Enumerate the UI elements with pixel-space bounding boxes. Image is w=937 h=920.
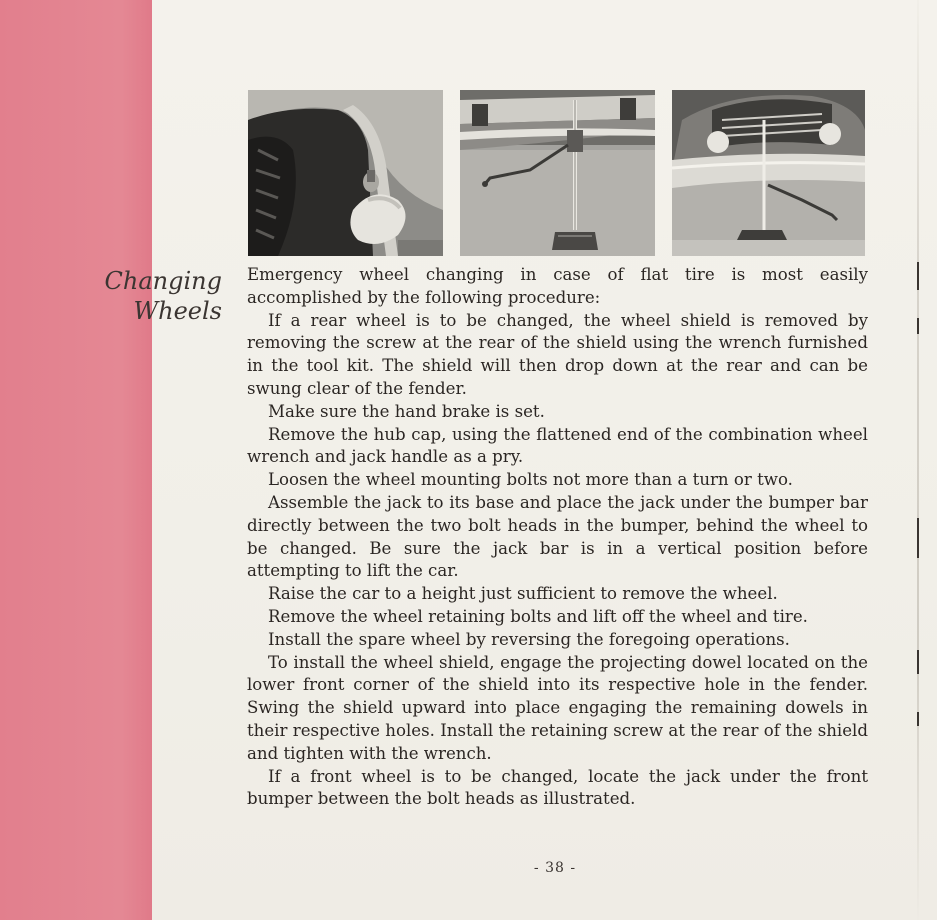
paragraph: Remove the wheel retaining bolts and lift off the wheel and tire. — [268, 606, 808, 626]
pink-margin-strip — [0, 0, 152, 920]
binding-mark — [917, 318, 919, 334]
paragraph: If a rear wheel is to be changed, the wheel shield is removed by removing the screw at the rear of the shield using the wrench furnished in the tool kit. The shield will then drop down at the rear and can be swung clear of the fender. — [247, 310, 868, 398]
rear-bumper-jack-photo — [460, 90, 655, 256]
binding-mark — [917, 650, 919, 674]
instructions-text — [247, 264, 868, 811]
section-heading-line1: Changing — [104, 267, 222, 295]
section-heading — [80, 266, 222, 326]
paragraph: Raise the car to a height just sufficient to remove the wheel. — [268, 584, 778, 604]
front-bumper-jack-photo — [672, 90, 865, 256]
page-number: - 38 - — [533, 860, 577, 876]
paragraph: Install the spare wheel by reversing the foregoing operations. — [268, 629, 790, 649]
paragraph: Loosen the wheel mounting bolts not more than a turn or two. — [268, 470, 793, 490]
paragraph: To install the wheel shield, engage the projecting dowel located on the lower front corner of the shield into its respective hole in the fender. Swing the shield upward into place engaging the remaining dowels in their respective holes. Install the retaining screw at the rear of the shield and tighten with the wrench. — [247, 652, 868, 763]
binding-mark — [917, 262, 919, 290]
paragraph: If a front wheel is to be changed, locate the jack under the front bumper between the bolt heads as illustrated. — [247, 766, 868, 809]
section-heading-line2: Wheels — [133, 297, 222, 325]
paragraph: Make sure the hand brake is set. — [268, 401, 545, 421]
binding-mark — [917, 712, 919, 726]
paragraph: Remove the hub cap, using the flattened end of the combination wheel wrench and jack handle as a pry. — [247, 424, 868, 467]
paragraph: Assemble the jack to its base and place the jack under the bumper bar directly between the two bolt heads in the bumper, behind the wheel to be changed. Be sure the jack bar is in a vertical position before attempting to lift the car. — [247, 492, 868, 581]
paragraph: Emergency wheel changing in case of flat tire is most easily accomplished by the following procedure: — [247, 265, 868, 307]
binding-mark — [917, 518, 919, 558]
rear-wheel-shield-removal-photo — [248, 90, 443, 256]
page-binding-edge — [917, 0, 919, 920]
